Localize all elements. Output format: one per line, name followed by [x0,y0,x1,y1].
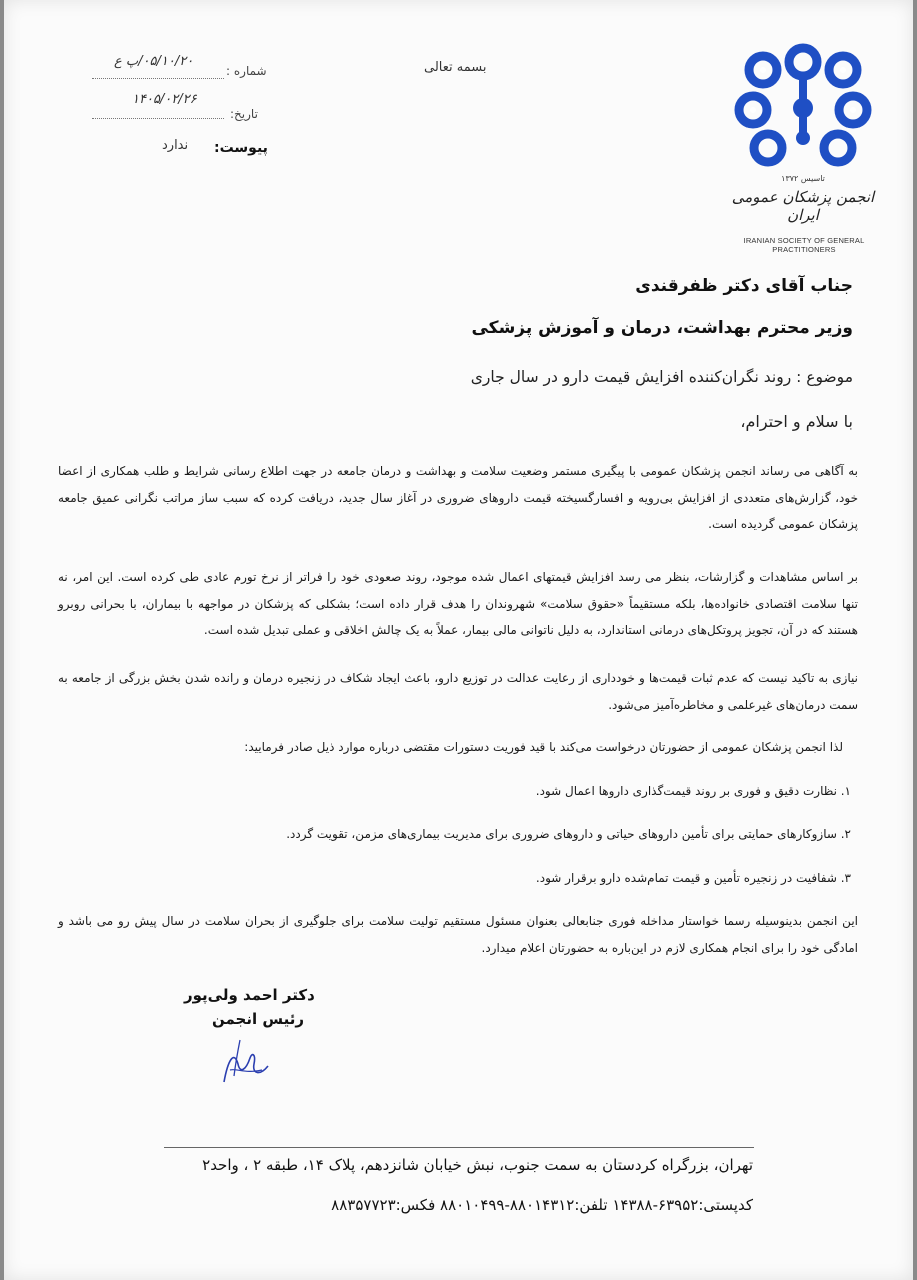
closing-paragraph: این انجمن بدینوسیله رسما خواستار مداخله فوری جنابعالی بعنوان مسئول مستقیم تولیت سلامت برای جلوگیری از بحران سلامت در سال پیش رو می باشد و امادگی خود را برای انجام همکاری لازم در این‌باره به حضورتان اعلام میدارد. [58,914,858,955]
letter-page [4,0,913,1280]
date-value: ۱۴۰۵/۰۲/۲۶ [132,92,197,107]
attachment-label: پیوست: [214,140,268,156]
request-intro: لذا انجمن پزشکان عمومی از حضورتان درخواست می‌کند با قید فوریت دستورات مقتضی درباره موارد ذیل صادر فرمایید: [244,740,843,754]
number-value: ۰۵/۱۰/۲۰/پ ع [114,54,194,69]
logo-icon [728,40,878,175]
number-dotline [92,78,224,79]
logo-name-en: IRANIAN SOCIETY OF GENERAL PRACTITIONERS [743,236,865,254]
date-label: تاریخ: [230,107,258,121]
request-item-2: ۲. سازوکارهای حمایتی برای تأمین داروهای حیاتی و داروهای ضروری برای مدیریت بیماری‌های مزمن، تقویت گردد. [286,827,851,841]
footer-address: تهران، بزرگراه کردستان به سمت جنوب، نبش خیابان شانزدهم، پلاک ۱۴، طبقه ۲ ، واحد۲ [202,1156,753,1174]
request-item-3: ۳. شفافیت در زنجیره تأمین و قیمت تمام‌شده دارو برقرار شود. [535,871,851,885]
attachment-value: ندارد [162,138,189,153]
handwritten-signature [216,1030,276,1090]
logo-established: تاسیس ۱۳۷۲ [781,174,825,183]
date-dotline [92,118,224,119]
society-logo [728,40,888,254]
addressee-title: وزیر محترم بهداشت، درمان و آموزش پزشکی [471,318,853,338]
footer-contact: کدپستی:۶۳۹۵۲-۱۴۳۸۸ تلفن:۸۸۰۱۴۳۱۲-۸۸۰۱۰۴۹۹ فکس:۸۸۳۵۷۷۲۳ [331,1196,753,1214]
signatory-name: دکتر احمد ولی‌پور [184,986,315,1004]
request-item-1: ۱. نظارت دقیق و فوری بر روند قیمت‌گذاری داروها اعمال شود. [535,784,851,798]
bismillah: بسمه تعالی [424,60,487,75]
addressee: جناب آقای دکتر ظفرقندی [635,276,853,296]
footer-rule [164,1147,754,1148]
body-paragraph: به آگاهی می رساند انجمن پزشکان عمومی با پیگیری مستمر وضعیت سلامت و بهداشت و درمان جامعه در جهت اطلاع رسانی شرایط و طلب همکاری از اعضا خود، گزارش‌های متعددی از افزایش بی‌رویه و افسارگسیخته قیمت داروهای ضروری در آغاز سال جدید، دریافت کرده که سبب ساز مراتب نگرانی عمیق جامعه پزشکان عمومی گردیده است. [58,464,858,531]
logo-name-fa: انجمن پزشکان عمومی ایران [731,188,875,224]
body-paragraph: نیازی به تاکید نیست که عدم ثبات قیمت‌ها و خودداری از رعایت عدالت در توزیع دارو، باعث ایجاد شکاف در زنجیره درمان و رانده شدن بخش بزرگی از جامعه به سمت درمان‌های غیرعلمی و مخاطره‌آمیز می‌شود. [58,671,858,712]
body-paragraph: بر اساس مشاهدات و گزارشات، بنظر می رسد افزایش قیمتهای اعمال شده موجود، روند صعودی خود را فراتر از نرخ تورم عادی طی کرده است. این امر، نه تنها سلامت اقتصادی خانواده‌ها، بلکه مستقیماً «حقوق سلامت» شهروندان را هدف قرار داده است؛ بشکلی که پزشکان در مواجهه با بیماران، با بحرانی روبرو هستند که در آن، تجویز پروتکل‌های درمانی استاندارد، به دلیل ناتوانی مالی بیمار، عملاً به یک چالش اخلاقی و عملی تبدیل شده است. [58,570,858,637]
greeting: با سلام و احترام، [740,412,853,431]
subject-line: موضوع : روند نگران‌کننده افزایش قیمت دارو در سال جاری [470,368,853,386]
signatory-role: رئیس انجمن [212,1010,304,1028]
number-label: شماره : [226,64,267,78]
